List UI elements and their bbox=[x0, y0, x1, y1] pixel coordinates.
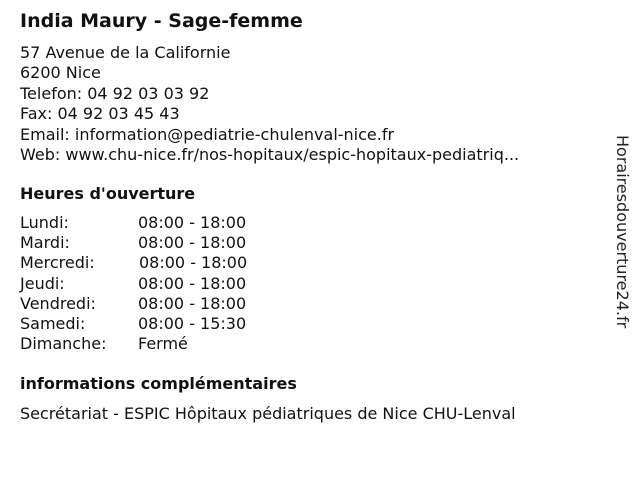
phone-line: Telefon: 04 92 03 03 92 bbox=[20, 83, 210, 103]
hours-value: 08:00 - 18:00 bbox=[138, 233, 247, 253]
day-label: Mardi: bbox=[20, 233, 70, 253]
address-block bbox=[20, 43, 519, 165]
day-label: Dimanche: bbox=[20, 334, 107, 354]
hours-value: 08:00 - 18:00 bbox=[138, 273, 247, 293]
day-label: Samedi: bbox=[20, 313, 86, 333]
hours-row-tuesday bbox=[20, 233, 320, 253]
info-text: Secrétariat - ESPIC Hôpitaux pédiatriques de Nice CHU-Lenval bbox=[20, 404, 516, 423]
info-heading: informations complémentaires bbox=[20, 374, 297, 393]
hours-value: 08:00 - 18:00 bbox=[139, 253, 248, 273]
street-line: 57 Avenue de la Californie bbox=[20, 43, 231, 62]
day-label: Mercredi: bbox=[20, 253, 95, 273]
day-label: Jeudi: bbox=[20, 273, 65, 293]
hours-row-monday bbox=[20, 213, 320, 233]
hours-value: 08:00 - 15:30 bbox=[138, 313, 247, 333]
hours-row-sunday bbox=[20, 334, 320, 354]
fax-line: Fax: 04 92 03 45 43 bbox=[20, 104, 180, 124]
hours-value: 08:00 - 18:00 bbox=[138, 293, 247, 313]
hours-row-thursday bbox=[20, 274, 320, 294]
hours-row-saturday bbox=[20, 314, 320, 334]
page-title: India Maury - Sage-femme bbox=[20, 10, 303, 32]
web-line: Web: www.chu-nice.fr/nos-hopitaux/espic-hopitaux-pediatriq... bbox=[20, 144, 520, 164]
city-line: 6200 Nice bbox=[20, 63, 101, 83]
hours-table bbox=[20, 213, 320, 354]
hours-heading: Heures d'ouverture bbox=[20, 184, 196, 203]
watermark: Horairesdouverture24.fr bbox=[613, 135, 632, 329]
email-line: Email: information@pediatrie-chulenval-nice.fr bbox=[20, 124, 395, 144]
day-label: Vendredi: bbox=[20, 293, 96, 313]
hours-row-friday bbox=[20, 294, 320, 314]
hours-value: 08:00 - 18:00 bbox=[138, 213, 247, 232]
hours-value: Fermé bbox=[138, 334, 188, 354]
day-label: Lundi: bbox=[20, 213, 69, 232]
hours-row-wednesday bbox=[20, 253, 320, 273]
